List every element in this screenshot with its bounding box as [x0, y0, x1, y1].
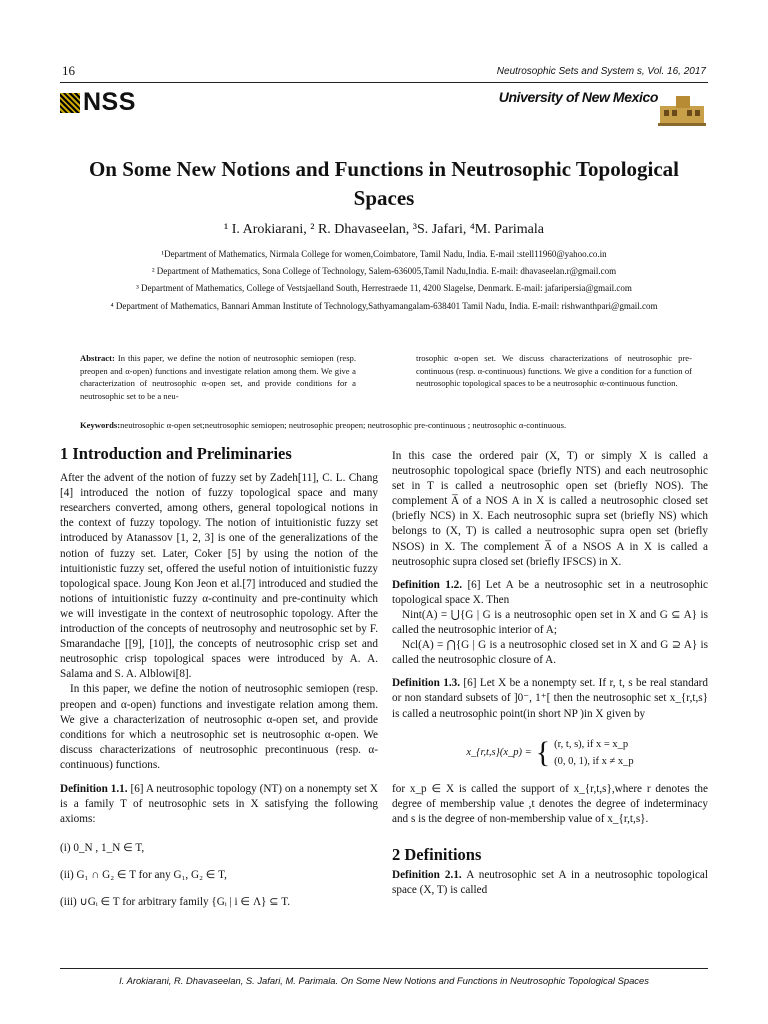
journal-header: Neutrosophic Sets and System s, Vol. 16, 2017 [496, 66, 706, 77]
equation-lhs: x_{r,t,s}(x_p) = [466, 747, 532, 759]
university-building-icon [658, 92, 706, 126]
abstract-label: Abstract: [80, 353, 115, 363]
abstract-left-text: In this paper, we define the notion of neutrosophic semiopen (resp. preopen and α-open) functions and investigate relation among them. We give a characterization of neutrosophic α-open set, and provide conditions for a neutrosophic set to be a neu- [80, 353, 356, 401]
definition-1-3 [392, 676, 708, 721]
abstract-right [416, 352, 692, 390]
keywords-text: neutrosophic α-open set;neutrosophic semiopen; neutrosophic preopen; neutrosophic pre-continuous ; neutrosophic α-continuous. [120, 420, 567, 430]
axiom-3: (iii) ∪Gᵢ ∈ T for arbitrary family {Gᵢ | i ∈ Λ} ⊆ T. [60, 896, 290, 909]
affiliation-4: ⁴ Department of Mathematics, Bannari Amman Institute of Technology,Sathyamangalam-638401 Tamil Nadu, India. E-mail: rishwanthpari@gmail.com [110, 301, 658, 311]
definition-1-1-text: [6] A neutrosophic topology (NT) on a nonempty set X is a family T of neutrosophic sets in X satisfying the following axioms: [60, 782, 378, 826]
paper-title: On Some New Notions and Functions in Neutrosophic Topological Spaces [88, 157, 680, 210]
definition-1-2-text: [6] Let A be a neutrosophic set in a neutrosophic topological space X. Then [392, 578, 709, 606]
axiom-2: (ii) G₁ ∩ G₂ ∈ T for any G₁, G₂ ∈ T, [60, 869, 227, 882]
definition-1-3-label: Definition 1.3. [392, 677, 461, 690]
authors: ¹ I. Arokiarani, ² R. Dhavaseelan, ³S. Jafari, ⁴M. Parimala [224, 222, 544, 237]
intro-paragraph-1: After the advent of the notion of fuzzy set by Zadeh[11], C. L. Chang [4] introduced the notion of fuzzy topological space and many researchers converted, among others, general topological notions in the context of fuzzy topology. The notion of intuitionistic fuzzy set introduced by Atanassov [1, 2, 3] is one of the generalizations of the notion of fuzzy set. Later, Coker [5] by using the notion of the intuitionistic fuzzy set, offered the useful notion of intuitionistic fuzzy topological space. Joung Kon Jeon et al.[7] introduced and studied the notions of intuitionistic fuzzy α-continuity and pre-continuity which we will investigate in the context of neutrosophic topology. After the introduction of the concepts of neutrosophy and neutrosophic set by F. Smarandache [[9], [10]], the concepts of neutrosophic crisp set and neutrosophic crisp topological spaces were introduced by A. A. Salama and S. A. Alblowi[8]. [60, 472, 378, 681]
nss-logo [60, 88, 136, 117]
keywords [80, 420, 700, 430]
equation-case-2: (0, 0, 1), if x ≠ x_p [554, 755, 634, 767]
definition-2-1 [392, 868, 708, 898]
equation-case-1: (r, t, s), if x = x_p [554, 738, 629, 750]
footer-citation: I. Arokiarani, R. Dhavaseelan, S. Jafari, M. Parimala. On Some New Notions and Functions in Neutrosophic Topological Spaces [119, 975, 649, 986]
definition-1-2-ncl: Ncl(A) = ⋂{G | G is a neutrosophic closed set in X and G ⊇ A} is called the neutrosophic closure of A. [392, 639, 708, 667]
page-number: 16 [62, 63, 75, 78]
right-paragraph-1: In this case the ordered pair (X, T) or simply X is called a neutrosophic topological space (briefly NTS) and each neutrosophic set in T is called a neutrosophic open set (briefly NOS). The complement A̅ of a NOS A in X is called a neutrosophic closed set (briefly NCS) in X. Each neutrosophic supra set (briefly NS) which belongs to (X, T) is called a neutrosophic supra open set (briefly NSOS) in X. The complement A̅ of a NSOS A in X is called a neutrosophic supra closed set (briefly IFSCS) in X. [392, 450, 708, 568]
definition-1-2-label: Definition 1.2. [392, 578, 463, 591]
right-column [392, 449, 708, 898]
definition-1-1-label: Definition 1.1. [60, 782, 128, 795]
keywords-label: Keywords: [80, 420, 121, 430]
definition-1-2 [392, 578, 708, 608]
definition-1-2-nint: Nint(A) = ⋃{G | G is a neutrosophic open set in X and G ⊆ A} is called the neutrosophic interior of A; [392, 608, 708, 637]
affiliation-3: ³ Department of Mathematics, College of Vestsjaelland South, Herrestraede 11, 4200 Slagelse, Denmark. E-mail: jafaripersia@gmail.com [136, 283, 632, 293]
abstract-right-text: trosophic α-open set. We discuss characterizations of neutrosophic pre-continuous (resp. α-continuous) functions. We give a condition for a function of neutrosophic topological spaces to be a neutrosophic α-continuous function. [416, 353, 692, 388]
definition-1-1 [60, 782, 378, 827]
definition-2-1-text: A neutrosophic set A in a neutrosophic topological space (X, T) is called [392, 868, 709, 897]
equation-cases [554, 736, 634, 770]
section-2-heading: 2 Definitions [392, 844, 482, 864]
logo-text: NSS [83, 88, 136, 116]
axiom-1: (i) 0_N , 1_N ∈ T, [60, 842, 145, 855]
definition-2-1-label: Definition 2.1. [392, 868, 462, 881]
intro-paragraph-2: In this paper, we define the notion of neutrosophic semiopen (resp. preopen and α-open) functions and investigate relation among them. We give a characterization of neutrosophic α-open set, and provide conditions for which a neutrosophic set is neutrosophic α-open. We discuss characterizations of neutrosophic precontinuous (resp. α-continuous) functions. [60, 683, 378, 771]
section-1-heading: 1 Introduction and Preliminaries [60, 444, 292, 463]
logo-mark-icon [60, 93, 80, 113]
equation-neutrosophic-point [392, 736, 708, 770]
affiliation-1: ¹Department of Mathematics, Nirmala College for women,Coimbatore, Tamil Nadu, India. E-mail :stell11960@yahoo.co.in [161, 249, 607, 259]
definition-1-3-after: for x_p ∈ X is called the support of x_{r,t,s},where r denotes the degree of membership value ,t denotes the degree of indeterminacy and s is the degree of non-membership value of x_{r,t,s}. [392, 782, 708, 825]
university-name: University of New Mexico [498, 89, 658, 105]
footer-rule [60, 968, 708, 969]
definition-1-3-text: [6] Let X be a nonempty set. If r, t, s be real standard or non standard subsets of ]0⁻, 1⁺[ then the neutrosophic set x_{r,t,s} is called a neutrosophic point(in short NP )in X given by [392, 677, 708, 720]
header-rule [60, 82, 708, 83]
abstract-left [80, 352, 356, 402]
equation-brace: { [535, 735, 551, 769]
left-column [60, 446, 378, 911]
affiliation-2: ² Department of Mathematics, Sona College of Technology, Salem-636005,Tamil Nadu,India. E-mail: dhavaseelan.r@gmail.com [151, 266, 617, 276]
